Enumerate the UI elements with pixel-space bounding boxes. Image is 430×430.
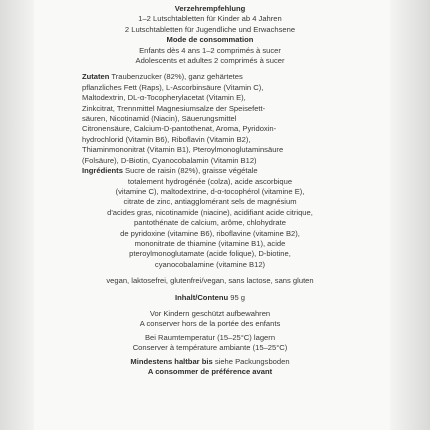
ingredients-de-line: Zinkcitrat, Trennmittel Magnesiumsalze der Speisefett-: [82, 103, 266, 113]
ingredients-de-line: Thiaminmononitrat (Vitamin B1), Pteroylmonoglutaminsäure: [82, 145, 284, 155]
ingredients-de-line: säuren, Nicotinamid (Niacin), Säuerungsmittel: [82, 114, 237, 124]
net-content-value: 95 g: [228, 292, 246, 302]
ingredients-de-line: pflanzliches Fett (Raps), L-Ascorbinsäure (Vitamin C),: [82, 82, 264, 92]
dosage-line: Enfants dès 4 ans 1–2 comprimés à sucer: [139, 45, 281, 55]
ingredients-fr-line: mononitrate de thiamine (vitamine B1), acide: [134, 238, 286, 248]
ingredients-fr-text: Sucre de raisin (82%), graisse végétale: [122, 166, 258, 176]
ingredients-fr-line: d'acides gras, nicotinamide (niacine), acidifiant acide citrique,: [107, 207, 313, 217]
ingredients-fr-line: (vitamine C), maltodextrine, d-α-tocophérol (vitamine E),: [115, 186, 305, 196]
storage-temp-fr: Conserver à température ambiante (15–25°C): [132, 343, 288, 353]
ingredients-de-text: Traubenzucker (82%), ganz gehärtetes: [109, 72, 243, 82]
ingredients-fr-line: de pyridoxine (vitamine B6), riboflavine (vitamine B2),: [120, 228, 300, 238]
best-before-label-de: Mindestens haltbar bis: [130, 356, 213, 366]
ingredients-de-line: (Folsäure), D-Biotin, Cyanocobalamin (Vitamin B12): [82, 155, 257, 165]
dosage-line: 2 Lutschtabletten für Jugendliche und Erwachsene: [124, 24, 296, 34]
ingredients-de-line: Citronensäure, Calcium-D-pantothenat, Aroma, Pyridoxin-: [82, 124, 277, 134]
left-edge-shadow: [0, 0, 34, 430]
ingredients-de-line: Maltodextrin, DL-α-Tocopherylacetat (Vitamin E),: [82, 93, 246, 103]
storage-kids-fr: A conserver hors de la portée des enfants: [139, 319, 281, 329]
ingredients-de-label: Zutaten: [82, 72, 110, 82]
storage-kids-de: Vor Kindern geschützt aufbewahren: [149, 308, 271, 318]
best-before-label-fr: A consommer de préférence avant: [147, 367, 273, 376]
ingredients-fr-first-line: [82, 166, 338, 176]
ingredients-fr-line: cyanocobalamine (vitamine B12): [154, 259, 266, 269]
net-content-label: Inhalt/Contenu: [174, 292, 229, 302]
dosage-line: Adolescents et adultes 2 comprimés à sucer: [135, 56, 285, 66]
storage-temp-de: Bei Raumtemperatur (15–25°C) lagern: [144, 332, 276, 342]
ingredients-de-first-line: [82, 72, 338, 82]
ingredients-fr-line: totalement hydrogénée (colza), acide ascorbique: [127, 176, 293, 186]
right-edge-shadow: [390, 0, 430, 430]
ingredients-fr-line: pantothénate de calcium, arôme, chlohydrate: [134, 218, 286, 228]
best-before-text-de: siehe Packungsboden: [212, 356, 290, 366]
net-content: [82, 293, 338, 303]
dosage-heading-fr: Mode de consommation: [166, 35, 254, 45]
ingredients-fr-line: citrate de zinc, antiagglomérant sels de magnésium: [123, 197, 297, 207]
dosage-line: 1–2 Lutschtabletten für Kinder ab 4 Jahren: [138, 14, 282, 24]
dosage-heading-de: Verzehrempfehlung: [174, 4, 246, 13]
ingredients-fr-label: Ingrédients: [82, 166, 123, 176]
ingredients-de-line: hydrochlorid (Vitamin B6), Riboflavin (Vitamin B2),: [82, 134, 251, 144]
diet-note: vegan, laktosefrei, glutenfrei/vegan, sans lactose, sans gluten: [106, 276, 314, 286]
best-before-de: [82, 357, 338, 367]
label-text-block: [82, 4, 338, 377]
ingredients-fr-line: pteroylmonoglutamate (acide folique), D-biotine,: [129, 249, 291, 259]
